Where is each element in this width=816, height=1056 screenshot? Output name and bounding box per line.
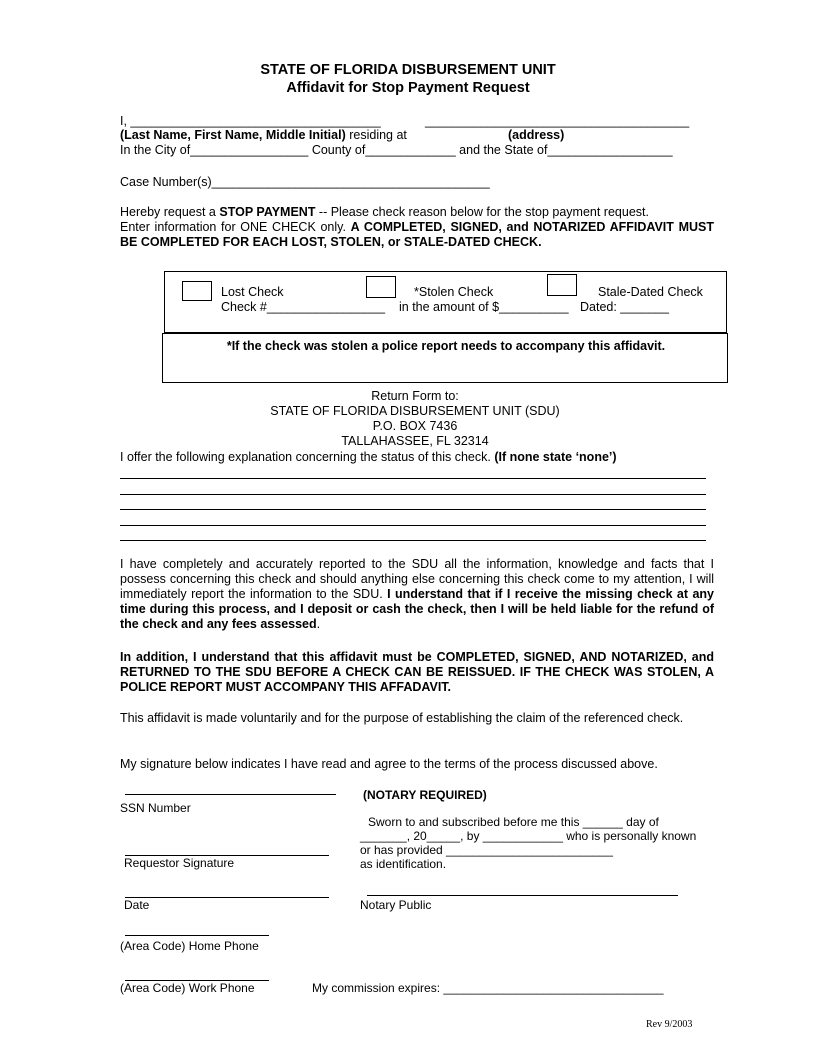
notary-required-label: (NOTARY REQUIRED) <box>363 788 487 802</box>
work-phone-label: (Area Code) Work Phone <box>120 981 255 995</box>
city-county-state-line[interactable]: In the City of_________________ County of_____________ and the State of__________________ <box>120 143 673 157</box>
notary-date-by-line[interactable]: _______, 20_____, by ____________ who is personally known <box>360 829 697 843</box>
residing-at-label: residing at <box>345 128 407 142</box>
stale-dated-checkbox[interactable] <box>547 274 577 296</box>
liability-text: I have completely and accurately reported to the SDU all the information, knowledge and facts that I possess concerning this check and should anything else concerning this check come to my attention, I will immediately report the information to the SDU. <box>120 557 714 601</box>
date-line[interactable] <box>125 897 329 898</box>
case-number-line[interactable]: Case Number(s)________________________________________ <box>120 175 490 189</box>
revision-label: Rev 9/2003 <box>646 1019 693 1030</box>
explanation-none-note: (If none state ‘none’) <box>494 450 617 464</box>
ssn-line[interactable] <box>125 794 336 795</box>
dated-field[interactable]: Dated: _______ <box>580 300 669 314</box>
request-paragraph <box>120 205 714 250</box>
lost-check-checkbox[interactable] <box>182 281 212 301</box>
liability-end: . <box>316 617 321 631</box>
commission-expires-field[interactable]: My commission expires: _________________________________ <box>312 981 664 995</box>
ssn-label: SSN Number <box>120 801 191 815</box>
agreement-paragraph: My signature below indicates I have read and agree to the terms of the process discussed above. <box>120 757 658 771</box>
voluntary-paragraph: This affidavit is made voluntarily and for the purpose of establishing the claim of the referenced check. <box>120 711 684 725</box>
notary-public-line[interactable] <box>367 895 678 896</box>
explanation-text: I offer the following explanation concerning the status of this check. <box>120 450 495 464</box>
name-label-row <box>120 128 407 143</box>
lost-check-label: Lost Check <box>221 285 284 299</box>
home-phone-line[interactable] <box>125 935 269 936</box>
return-form-to: Return Form to: <box>371 389 459 403</box>
date-label: Date <box>124 898 150 912</box>
explanation-line-3[interactable] <box>120 509 706 510</box>
stolen-notice-text: *If the check was stolen a police report needs to accompany this affidavit. <box>226 339 666 353</box>
address-line[interactable]: ______________________________________ <box>425 114 690 128</box>
notary-public-label: Notary Public <box>360 898 432 912</box>
return-sdu-name: STATE OF FLORIDA DISBURSEMENT UNIT (SDU) <box>270 404 560 418</box>
form-subtitle: Affidavit for Stop Payment Request <box>286 80 530 96</box>
stop-payment-text: STOP PAYMENT <box>219 205 316 219</box>
request-text-1: Hereby request a <box>120 205 220 219</box>
notary-identification-text: as identification. <box>360 857 447 871</box>
address-label: (address) <box>508 128 565 142</box>
requestor-signature-label: Requestor Signature <box>124 856 235 870</box>
notarized-paragraph: In addition, I understand that this affidavit must be COMPLETED, SIGNED, AND NOTARIZED, and RETURNED TO THE SDU BEFORE A CHECK CAN BE REISSUED. IF THE CHECK WAS STOLEN, A POLICE REPORT MUST ACCOMPANY THIS AFFADAVIT. <box>120 650 714 694</box>
notary-provided-line[interactable]: or has provided _________________________ <box>360 843 613 857</box>
return-city: TALLAHASSEE, FL 32314 <box>341 434 489 448</box>
notary-sworn-line[interactable]: Sworn to and subscribed before me this ______ day of <box>368 815 659 829</box>
request-text-4: A COMPLETED, SIGNED, and NOTARIZED AFFIDAVIT MUST BE COMPLETED FOR EACH LOST, STOLEN, or STALE-DATED CHECK. <box>120 220 714 249</box>
explanation-line-5[interactable] <box>120 540 706 541</box>
stolen-check-checkbox[interactable] <box>366 276 396 298</box>
liability-paragraph <box>120 557 714 632</box>
explanation-line-4[interactable] <box>120 525 706 526</box>
amount-field[interactable]: in the amount of $__________ <box>399 300 569 314</box>
return-po-box: P.O. BOX 7436 <box>372 419 458 433</box>
home-phone-label: (Area Code) Home Phone <box>120 939 259 953</box>
explanation-line-1[interactable] <box>120 478 706 479</box>
explanation-line-2[interactable] <box>120 494 706 495</box>
request-text-2: -- Please check reason below for the stop payment request. <box>315 205 649 219</box>
stale-dated-label: Stale-Dated Check <box>598 285 703 299</box>
explanation-label <box>120 450 617 465</box>
liability-bold-text: I understand that if I receive the missing check at any time during this process, and I deposit or cash the check, then I will be held liable for the refund of the check and any fees assessed <box>120 587 714 631</box>
check-number-field[interactable]: Check #_________________ <box>221 300 386 314</box>
name-line[interactable]: I, ____________________________________ <box>120 114 381 128</box>
request-text-3: Enter information for ONE CHECK only. <box>120 220 351 234</box>
form-title: STATE OF FLORIDA DISBURSEMENT UNIT <box>260 62 556 78</box>
stolen-check-label: *Stolen Check <box>414 285 494 299</box>
name-label: (Last Name, First Name, Middle Initial) <box>120 128 346 142</box>
